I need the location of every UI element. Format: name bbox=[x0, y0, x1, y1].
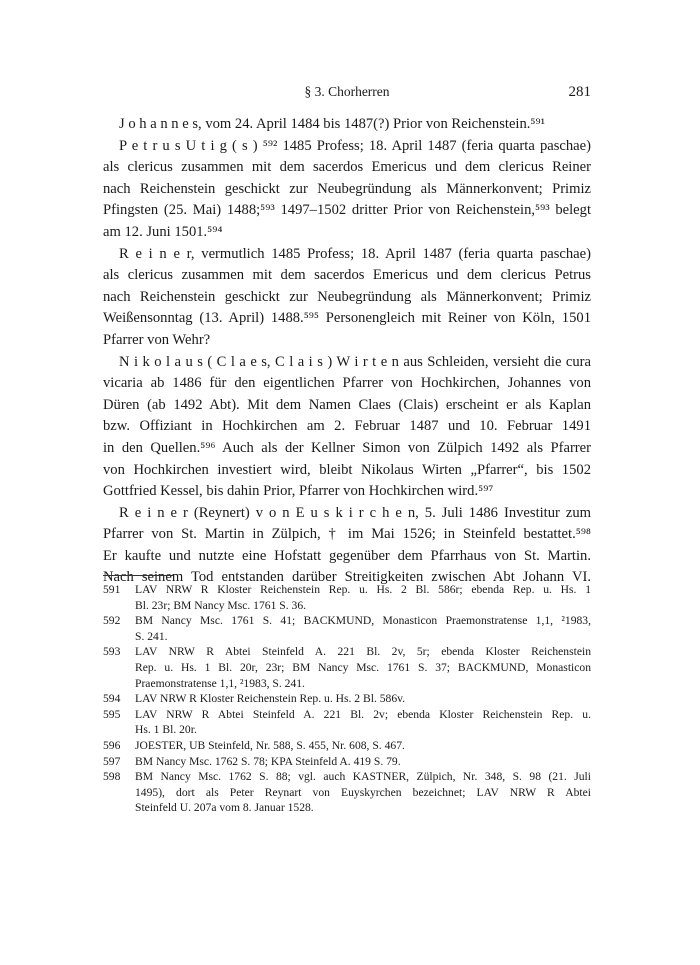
text-line: Düren (ab 1492 Abt). Mit dem Namen Claes (Clais) erscheint er als Kaplan bbox=[103, 396, 591, 413]
text-line: J o h a n n e s, vom 24. April 1484 bis 1487(?) Prior von Reichenstein.⁵⁹¹ bbox=[119, 116, 545, 132]
footnote-separator bbox=[103, 575, 173, 576]
text-line: von Hochkirchen investiert wird, bleibt Nikolaus Wirten „Pfarrer“, bis 1502 bbox=[103, 461, 591, 478]
footnote bbox=[103, 644, 591, 691]
footnote-line: S. 241. bbox=[135, 629, 168, 643]
text-line: als clericus zusammen mit dem sacerdos Emericus und dem clericus Petrus bbox=[103, 267, 591, 284]
footnote bbox=[103, 769, 591, 816]
footnote-line: Hs. 1 Bl. 20r. bbox=[135, 723, 197, 737]
text-line: als clericus zusammen mit dem sacerdos Emericus und dem clericus Reiner bbox=[103, 159, 591, 176]
footnote bbox=[103, 707, 591, 738]
text-line: nach Reichenstein geschickt zur Neubegründung als Männerkonvent; Primiz bbox=[103, 180, 591, 197]
footnote-number: 594 bbox=[103, 692, 121, 706]
text-line: R e i n e r (Reynert) v o n E u s k i r c h e n, 5. Juli 1486 Investitur zum bbox=[119, 504, 591, 521]
text-line: Er kaufte und nutzte eine Hofstatt gegenüber dem Pfarrhaus von St. Martin. bbox=[103, 547, 591, 564]
footnote-line: 1495), dort als Peter Reynart von Euyskyrchen bezeichnet; LAV NRW R Abtei bbox=[135, 785, 591, 799]
text-line: Nach seinem Tod entstanden darüber Streitigkeiten zwischen Abt Johann VI. bbox=[103, 569, 591, 586]
footnote-number: 593 bbox=[103, 645, 121, 659]
text-line: Pfarrer von St. Martin in Zülpich, † im Mai 1526; in Steinfeld bestattet.⁵⁹⁸ bbox=[103, 526, 591, 543]
footnote bbox=[103, 582, 591, 613]
text-line: vicaria ab 1486 für den eigentlichen Pfarrer von Hochkirchen, Johannes von bbox=[103, 375, 591, 392]
footnote-number: 592 bbox=[103, 614, 121, 628]
text-line: Weißensonntag (13. April) 1488.⁵⁹⁵ Personengleich mit Reiner von Köln, 1501 bbox=[103, 310, 591, 327]
footnote-line: Steinfeld U. 207a vom 8. Januar 1528. bbox=[135, 801, 314, 815]
footnote-line: LAV NRW R Abtei Steinfeld A. 221 Bl. 2v, 5r; ebenda Kloster Reichenstein bbox=[135, 645, 591, 659]
footnote-line: BM Nancy Msc. 1762 S. 88; vgl. auch KASTNER, Zülpich, Nr. 348, S. 98 (21. Juli bbox=[135, 770, 591, 784]
footnote-number: 598 bbox=[103, 770, 121, 784]
text-line: Pfingsten (25. Mai) 1488;⁵⁹³ 1497–1502 dritter Prior von Reichenstein,⁵⁹³ belegt bbox=[103, 202, 591, 219]
footnote-number: 595 bbox=[103, 707, 121, 721]
footnote-number: 596 bbox=[103, 738, 121, 752]
main-text bbox=[103, 114, 591, 589]
footnote bbox=[103, 738, 591, 754]
footnote-line: LAV NRW R Kloster Reichenstein Rep. u. Hs. 2 Bl. 586r; ebenda Rep. u. Hs. 1 bbox=[135, 583, 591, 596]
page-number: 281 bbox=[568, 84, 591, 100]
footnote-line: Rep. u. Hs. 1 Bl. 20r, 23r; BM Nancy Msc. 1761 S. 37; BACKMUND, Monasticon bbox=[135, 660, 591, 674]
footnote-line: Praemonstratense 1,1, ²1983, S. 241. bbox=[135, 676, 305, 690]
text-line: R e i n e r, vermutlich 1485 Profess; 18. April 1487 (feria quarta paschae) bbox=[119, 245, 591, 262]
footnote-line: JOESTER, UB Steinfeld, Nr. 588, S. 455, Nr. 608, S. 467. bbox=[135, 738, 405, 752]
text-line: am 12. Juni 1501.⁵⁹⁴ bbox=[103, 223, 223, 240]
text-line: P e t r u s U t i g ( s ) ⁵⁹² 1485 Profess; 18. April 1487 (feria quarta paschae) bbox=[119, 137, 591, 154]
footnote bbox=[103, 613, 591, 644]
footnote-line: LAV NRW R Abtei Steinfeld A. 221 Bl. 2v; ebenda Kloster Reichenstein Rep. u. bbox=[135, 707, 591, 721]
footnote bbox=[103, 691, 591, 707]
running-head-title: § 3. Chorherren bbox=[304, 84, 390, 99]
text-line: in den Quellen.⁵⁹⁶ Auch als der Kellner Simon von Zülpich 1492 als Pfarrer bbox=[103, 439, 591, 456]
text-line: Pfarrer von Wehr? bbox=[103, 331, 211, 348]
footnote-line: Bl. 23r; BM Nancy Msc. 1761 S. 36. bbox=[135, 598, 307, 612]
footnotes bbox=[103, 582, 591, 816]
footnote-line: LAV NRW R Kloster Reichenstein Rep. u. Hs. 2 Bl. 586v. bbox=[135, 692, 406, 706]
footnote bbox=[103, 754, 591, 770]
text-line: nach Reichenstein geschickt zur Neubegründung als Männerkonvent; Primiz bbox=[103, 288, 591, 305]
footnote-number: 591 bbox=[103, 583, 121, 596]
footnote-line: BM Nancy Msc. 1762 S. 78; KPA Steinfeld A. 419 S. 79. bbox=[135, 754, 401, 768]
text-line: N i k o l a u s ( C l a e s, C l a i s ) W i r t e n aus Schleiden, versieht die cura bbox=[119, 353, 591, 370]
footnote-line: BM Nancy Msc. 1761 S. 41; BACKMUND, Monasticon Praemonstratense 1,1, ²1983, bbox=[135, 614, 591, 628]
text-line: bzw. Offiziant in Hochkirchen am 2. Februar 1487 und 10. Februar 1491 bbox=[103, 418, 591, 435]
footnote-number: 597 bbox=[103, 754, 121, 768]
text-line: Gottfried Kessel, bis dahin Prior, Pfarrer von Hochkirchen wird.⁵⁹⁷ bbox=[103, 483, 494, 500]
running-head bbox=[103, 84, 591, 106]
